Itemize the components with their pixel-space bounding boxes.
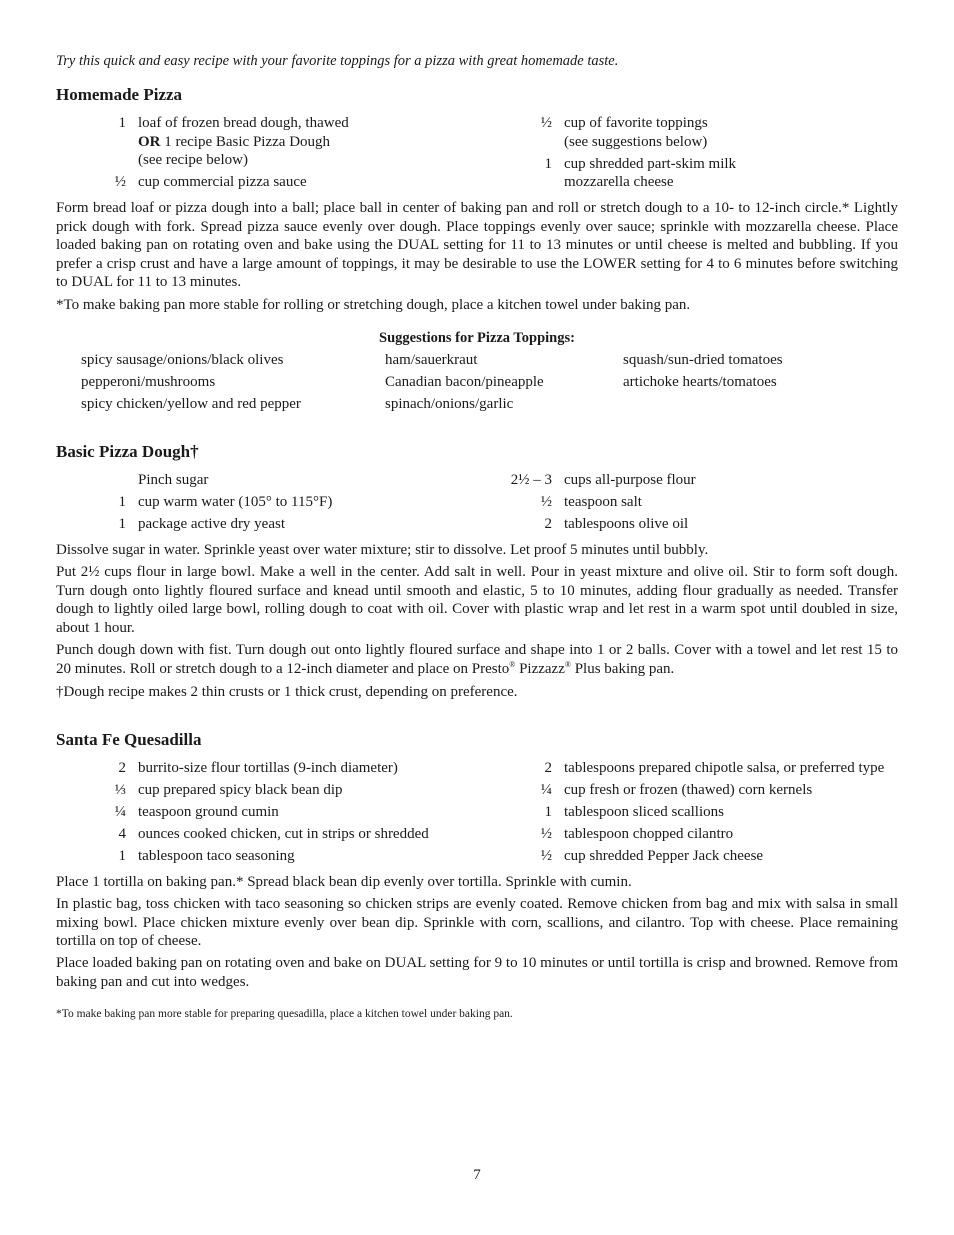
ingredient-qty: 2: [544, 516, 552, 532]
ingredient-alt-text: 1 recipe Basic Pizza Dough: [160, 134, 331, 150]
topping-suggestion: spinach/onions/garlic: [385, 396, 514, 412]
ingredient-qty: 1: [118, 516, 126, 532]
quesadilla-title: Santa Fe Quesadilla: [56, 730, 202, 749]
topping-suggestion: artichoke hearts/tomatoes: [623, 374, 777, 390]
ingredient-qty: 2½ – 3: [510, 472, 552, 488]
ingredient-qty: 2: [118, 760, 126, 776]
ingredient-text: cup shredded part-skim milk: [564, 156, 737, 172]
ingredient-text: cup of favorite toppings: [564, 115, 708, 131]
ingredient-qty: ½: [114, 174, 126, 190]
ingredient-alt: [138, 133, 330, 152]
ingredient-text: tablespoon taco seasoning: [138, 848, 295, 864]
suggestions-title: Suggestions for Pizza Toppings:: [379, 330, 575, 346]
quesadilla-directions-2: In plastic bag, toss chicken with taco seasoning so chicken strips are evenly coated. Remove chicken from bag and mix with salsa in small mixing bowl. Place chicken mixture evenly over bean dip. Sprinkle with corn, scallions, and cilantro. Top with cheese. Place remaining tortilla on top of cheese.: [56, 896, 898, 949]
dough-directions-2: Put 2½ cups flour in large bowl. Make a well in the center. Add salt in well. Pour in yeast mixture and olive oil. Stir to form soft dough. Turn dough onto lightly floured surface and knead until smooth and elastic, 5 to 10 minutes, adding flour gradually as needed. Transfer dough to lightly oiled large bowl, rolling dough to coat with oil. Cover with plastic wrap and let rest in a warm spot until doubled in size, about 1 hour.: [56, 564, 898, 636]
ingredient-qty: 2: [544, 760, 552, 776]
ingredient-qty: 1: [544, 804, 552, 820]
ingredient-qty: ½: [540, 494, 552, 510]
topping-suggestion: spicy chicken/yellow and red pepper: [81, 396, 301, 412]
ingredient-text: tablespoon sliced scallions: [564, 804, 724, 820]
topping-suggestion: ham/sauerkraut: [385, 352, 478, 368]
dough-note: †Dough recipe makes 2 thin crusts or 1 thick crust, depending on preference.: [56, 684, 518, 700]
dough-directions-3: [56, 641, 898, 678]
ingredient-text-line2: (see suggestions below): [564, 134, 708, 150]
homemade-pizza-directions: Form bread loaf or pizza dough into a ball; place ball in center of baking pan and roll or stretch dough to a 10- to 12-inch circle.* Lightly prick dough with fork. Spread pizza sauce evenly over dough. Place toppings evenly over sauce; sprinkle with mozzarella cheese. Place loaded baking pan on rotating oven and bake using the DUAL setting for 11 to 13 minutes or until cheese is melted and bubbling. If you prefer a crisp crust and have a large amount of toppings, it may be desirable to use the LOWER setting for 4 to 6 minutes before switching to DUAL for 11 to 13 minutes.: [56, 200, 898, 290]
ingredient-text: cup prepared spicy black bean dip: [138, 782, 343, 798]
quesadilla-directions-1: Place 1 tortilla on baking pan.* Spread black bean dip evenly over tortilla. Sprinkle with cumin.: [56, 874, 632, 890]
ingredient-text: cups all-purpose flour: [564, 472, 696, 488]
ingredient-text: ounces cooked chicken, cut in strips or shredded: [138, 826, 429, 842]
ingredient-qty: 1: [118, 848, 126, 864]
quesadilla-directions-3: Place loaded baking pan on rotating oven and bake on DUAL setting for 9 to 10 minutes or until tortilla is crisp and browned. Remove from baking pan and cut into wedges.: [56, 955, 898, 990]
ingredient-qty: 1: [544, 156, 552, 172]
ingredient-text: package active dry yeast: [138, 516, 286, 532]
dough-directions-1: Dissolve sugar in water. Sprinkle yeast over water mixture; stir to dissolve. Let proof 5 minutes until bubbly.: [56, 542, 709, 558]
ingredient-text: tablespoons olive oil: [564, 516, 689, 532]
ingredient-text: cup warm water (105° to 115°F): [138, 494, 333, 510]
topping-suggestion: squash/sun-dried tomatoes: [623, 352, 783, 368]
topping-suggestion: spicy sausage/onions/black olives: [81, 352, 284, 368]
ingredient-qty: 4: [118, 826, 126, 842]
ingredient-qty: 1: [118, 494, 126, 510]
dough-directions-3-b: Pizzazz: [515, 660, 565, 677]
ingredient-text-line2: mozzarella cheese: [564, 174, 674, 190]
registered-mark: ®: [564, 659, 571, 669]
ingredient-extra: (see recipe below): [138, 152, 248, 168]
ingredient-text: burrito-size flour tortillas (9-inch diameter): [138, 760, 398, 776]
ingredient-text: tablespoon chopped cilantro: [564, 826, 734, 842]
page-number: 7: [473, 1167, 481, 1183]
intro-text: Try this quick and easy recipe with your favorite toppings for a pizza with great homemade taste.: [56, 53, 619, 69]
topping-suggestion: pepperoni/mushrooms: [81, 374, 216, 390]
topping-suggestion: Canadian bacon/pineapple: [385, 374, 544, 390]
ingredient-text: tablespoons prepared chipotle salsa, or preferred type: [564, 760, 885, 776]
ingredient-text: loaf of frozen bread dough, thawed: [138, 115, 349, 131]
ingredient-text: teaspoon salt: [564, 494, 642, 510]
ingredient-qty: ½: [540, 848, 552, 864]
ingredient-text: cup fresh or frozen (thawed) corn kernels: [564, 782, 813, 798]
ingredient-qty: 1: [118, 115, 126, 131]
quesadilla-note: *To make baking pan more stable for preparing quesadilla, place a kitchen towel under baking pan.: [56, 1008, 513, 1020]
dough-title: Basic Pizza Dough†: [56, 442, 199, 461]
ingredient-qty: ¼: [114, 804, 126, 820]
dough-directions-3-a: Punch dough down with fist. Turn dough out onto lightly floured surface and shape into 1 or 2 balls. Cover with a towel and let rest 15 to 20 minutes. Roll or stretch dough to a 12-inch diameter and place on Presto: [56, 642, 898, 677]
homemade-pizza-title: Homemade Pizza: [56, 85, 183, 104]
ingredient-text: Pinch sugar: [138, 472, 209, 488]
or-keyword: OR: [138, 134, 161, 150]
ingredient-qty: ½: [540, 826, 552, 842]
ingredient-qty: ⅓: [114, 782, 126, 798]
ingredient-text: cup shredded Pepper Jack cheese: [564, 848, 764, 864]
ingredient-qty: ½: [540, 115, 552, 131]
registered-mark: ®: [509, 659, 516, 669]
homemade-pizza-note: *To make baking pan more stable for rolling or stretching dough, place a kitchen towel under baking pan.: [56, 297, 691, 313]
ingredient-text: teaspoon ground cumin: [138, 804, 279, 820]
dough-directions-3-c: Plus baking pan.: [570, 660, 675, 677]
ingredient-qty: ¼: [540, 782, 552, 798]
ingredient-text: cup commercial pizza sauce: [138, 174, 307, 190]
